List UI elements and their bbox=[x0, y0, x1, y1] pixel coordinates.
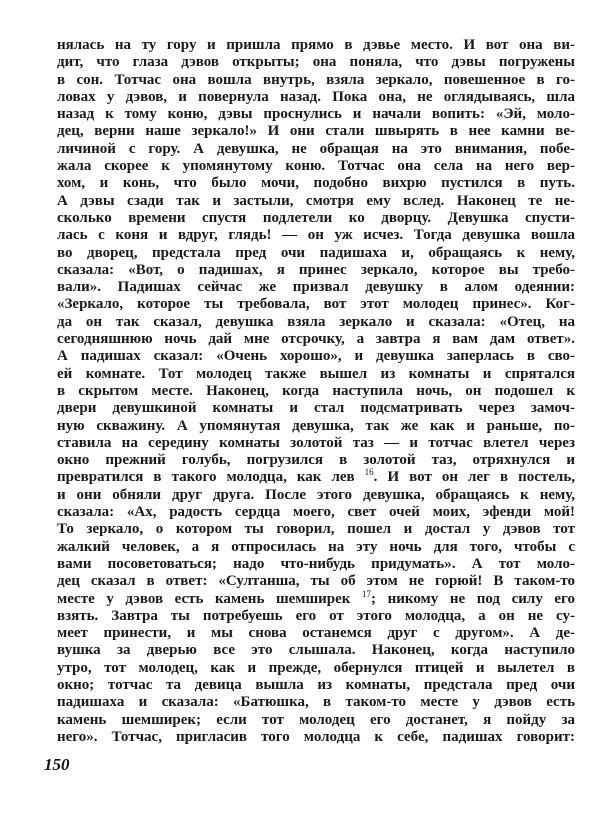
line-text: дит, что глаза дэвов открыты; она поняла, что дэвы погружены bbox=[57, 54, 575, 71]
text-line bbox=[57, 452, 575, 469]
line-text: да он так сказал, девушка взяла зеркало и сказала: «Отец, на bbox=[57, 313, 575, 330]
line-text: «Зеркало, которое ты требовала, вот этот молодец принес». Ког- bbox=[57, 296, 575, 313]
line-text: сказала: «Вот, о падишах, я принес зеркало, которое вы требо- bbox=[57, 261, 575, 278]
text-line bbox=[57, 175, 575, 192]
line-text: дец сказал в ответ: «Султанша, ты об этом не горюй! В таком-то bbox=[57, 573, 575, 590]
line-text: двери девушкиной комнаты и стал подсматривать через замоч- bbox=[57, 400, 575, 417]
text-line bbox=[57, 348, 575, 365]
line-text: и они обняли друг друга. После этого девушка, обращаясь к нему, bbox=[57, 486, 575, 503]
text-line bbox=[57, 418, 575, 435]
text-line bbox=[57, 400, 575, 417]
line-text: окно прежний голубь, погрузился в золотой таз, отряхнулся и bbox=[57, 452, 575, 469]
text-line bbox=[57, 262, 575, 279]
text-line bbox=[57, 245, 575, 262]
footnote-marker: 16 bbox=[364, 467, 374, 478]
line-text: сегодняшнюю ночь дай мне отсрочку, а завтра я вам дам ответ». bbox=[57, 331, 575, 348]
text-line bbox=[57, 588, 575, 608]
line-text: ную скважину. А упомянутая девушка, так же как и раньше, по- bbox=[57, 417, 575, 434]
text-line bbox=[57, 539, 575, 556]
line-text: А падишах сказал: «Очень хорошо», и девушка заперлась в сво- bbox=[57, 348, 575, 365]
line-text: во дворец, предстала пред очи падишаха и, обращаясь к нему, bbox=[57, 244, 575, 261]
text-line bbox=[57, 366, 575, 383]
line-text: месте у дэвов есть камень шемширек bbox=[57, 590, 351, 607]
text-line bbox=[57, 227, 575, 244]
line-text: камень шемширек; если тот молодец его достанет, я пойду за bbox=[57, 711, 575, 728]
page-number: 150 bbox=[44, 755, 70, 774]
text-line bbox=[57, 573, 575, 590]
text-line bbox=[57, 660, 575, 677]
text-line bbox=[57, 89, 575, 106]
text-line bbox=[57, 210, 575, 227]
line-text: взять. Завтра ты потребуешь его от этого молодца, а он не су- bbox=[57, 607, 575, 624]
line-text: него». Тотчас, пригласив того молодца к себе, падишах говорит: bbox=[57, 728, 575, 745]
text-line bbox=[57, 608, 575, 625]
book-page-text bbox=[57, 37, 575, 746]
text-line bbox=[57, 435, 575, 452]
text-line bbox=[57, 694, 575, 711]
text-line bbox=[57, 141, 575, 158]
text-line bbox=[57, 487, 575, 504]
text-line bbox=[57, 383, 575, 400]
text-line bbox=[57, 37, 575, 54]
line-text: меет принести, и мы снова останемся друг с другом». А де- bbox=[57, 625, 575, 642]
line-text: утро, тот молодец, как и прежде, обернулся птицей и вылетел в bbox=[57, 659, 575, 676]
line-text: жалкий человек, а я отпросилась на эту ночь для того, чтобы с bbox=[57, 538, 575, 555]
text-line bbox=[57, 556, 575, 573]
line-text: А дэвы сзади так и застыли, смотря ему вслед. Наконец те не- bbox=[57, 192, 575, 209]
line-text: ей комнате. Тот молодец также вышел из комнаты и спрятался bbox=[57, 365, 575, 382]
line-text: сказала: «Ах, радость сердца моего, свет очей моих, эфенди мой! bbox=[57, 504, 575, 521]
line-text: назад к тому коню, дэвы проснулись и начали вопить: «Эй, моло- bbox=[57, 106, 575, 123]
text-line bbox=[57, 123, 575, 140]
line-text: вушка за дверью все это слышала. Наконец, когда наступило bbox=[57, 642, 575, 659]
line-text: сколько времени спустя подлетели ко дворцу. Девушка спусти- bbox=[57, 209, 575, 226]
line-text: в сон. Тотчас она вошла внутрь, взяла зеркало, повешенное в го- bbox=[57, 71, 575, 88]
line-text: ставила на середину комнаты золотой таз — и тотчас влетел через bbox=[57, 434, 575, 451]
text-line bbox=[57, 193, 575, 210]
text-line bbox=[57, 504, 575, 521]
text-line bbox=[57, 279, 575, 296]
line-text: То зеркало, о котором ты говорил, пошел и достал у дэвов тот bbox=[57, 521, 575, 538]
text-line bbox=[57, 625, 575, 642]
text-line bbox=[57, 642, 575, 659]
line-text: личиной с гору. А девушка, не обращая на это внимания, побе- bbox=[57, 140, 575, 157]
line-text: нялась на ту гору и пришла прямо в дэвье место. И вот она ви- bbox=[57, 37, 575, 53]
text-line bbox=[57, 54, 575, 71]
text-line bbox=[57, 331, 575, 348]
text-line bbox=[57, 314, 575, 331]
line-text-after: . И вот он лег в постель, bbox=[373, 469, 576, 486]
line-text: хом, и конь, что было мочи, подобно вихрю пустился в путь. bbox=[57, 175, 575, 192]
text-line bbox=[57, 677, 575, 694]
footnote-marker: 17 bbox=[362, 588, 372, 599]
line-text: вали». Падишах сейчас же призвал девушку в алом одеянии: bbox=[57, 279, 575, 296]
line-text: лась с коня и вдруг, глядь! — он уж исчез. Тогда девушка вошла bbox=[57, 227, 575, 244]
line-text: в скрытом месте. Наконец, когда наступила ночь, он подошел к bbox=[57, 382, 575, 399]
text-line bbox=[57, 106, 575, 123]
text-line bbox=[57, 296, 575, 313]
text-line bbox=[57, 729, 575, 746]
text-line bbox=[57, 521, 575, 538]
line-text: дец, верни наше зеркало!» И они стали швырять в нее камни ве- bbox=[57, 123, 575, 140]
line-text: превратился в такого молодца, как лев bbox=[57, 469, 355, 486]
text-line bbox=[57, 158, 575, 175]
line-text: ловах у дэвов, и повернула назад. Пока она, не оглядываясь, шла bbox=[57, 88, 575, 105]
line-text-after: ; никому не под силу его bbox=[371, 590, 575, 607]
text-line bbox=[57, 712, 575, 729]
line-text: окно; тотчас та девица вышла из комнаты, предстала пред очи bbox=[57, 676, 575, 693]
line-text: вами посоветоваться; надо что-нибудь придумать». А тот моло- bbox=[57, 555, 575, 572]
line-text: жала скорее к упомянутому коню. Тотчас она села на него вер- bbox=[57, 158, 575, 175]
text-line bbox=[57, 72, 575, 89]
line-text: падишаха и сказала: «Батюшка, в таком-то месте у дэвов есть bbox=[57, 694, 575, 711]
text-line bbox=[57, 469, 575, 486]
